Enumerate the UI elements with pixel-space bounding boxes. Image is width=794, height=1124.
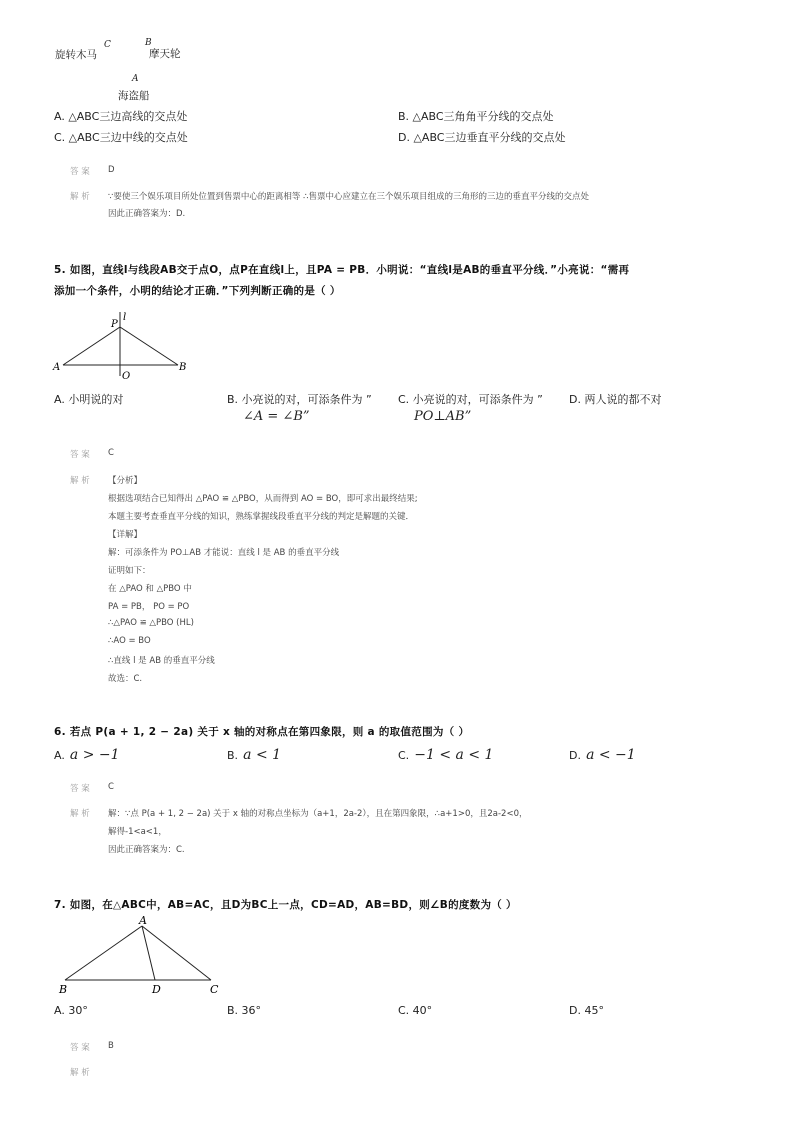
q4-figure-point-c: C xyxy=(104,40,111,50)
q5-analysis-label: 解 析 xyxy=(70,476,90,486)
q5-analysis-line: 【分析】 xyxy=(108,476,143,486)
q6-stem: 6. 若点 P(a + 1, 2 − 2a) 关于 x 轴的对称点在第四象限，则 a 的取值范围为（ ） xyxy=(54,726,470,738)
q6-analysis-label: 解 析 xyxy=(70,809,90,819)
q5-figure xyxy=(50,310,200,385)
q5-analysis-line: 在 △PAO 和 △PBO 中 xyxy=(108,584,192,594)
q5-stem-line-2: 添加一个条件，小明的结论才正确．”下列判断正确的是（ ） xyxy=(54,285,341,297)
q4-option-c[interactable]: C. △ABC三边中线的交点处 xyxy=(54,131,188,144)
q4-figure-bottom-label: 海盗船 xyxy=(118,90,150,102)
q5-analysis-line: 证明如下： xyxy=(108,566,151,576)
q7-answer-value: B xyxy=(108,1041,114,1051)
q5-option-b-math: ∠A = ∠B” xyxy=(243,409,310,424)
q7-segment-ac xyxy=(142,926,211,980)
q6-option-c-math: −1 < a < 1 xyxy=(414,747,494,763)
q6-analysis-line: 因此正确答案为：C. xyxy=(108,845,185,855)
q6-analysis-line: 解得-1<a<1， xyxy=(108,827,167,837)
q4-option-a[interactable]: A. △ABC三边高线的交点处 xyxy=(54,110,188,123)
q7-segment-ab xyxy=(65,926,142,980)
q4-answer-value: D xyxy=(108,165,115,175)
q7-option-a[interactable]: A. 30° xyxy=(54,1004,88,1017)
q5-option-c[interactable]: C. 小亮说的对，可添条件为 ” xyxy=(398,393,543,406)
q7-label-a: A xyxy=(139,914,147,927)
q6-option-a-math: a > −1 xyxy=(69,747,120,763)
q5-analysis-line: 根据选项结合已知得出 △PAO ≌ △PBO，从而得到 AO = BO，即可求出最终结果; xyxy=(108,494,418,504)
q5-label-p: P xyxy=(111,319,118,330)
q7-option-b[interactable]: B. 36° xyxy=(227,1004,262,1017)
q6-option-d[interactable] xyxy=(569,744,636,763)
q7-label-c: C xyxy=(210,983,219,996)
q7-label-d: D xyxy=(152,983,161,996)
q5-analysis-line: ∴直线 l 是 AB 的垂直平分线 xyxy=(108,656,215,666)
q4-analysis-line: 因此正确答案为：D. xyxy=(108,209,186,219)
q5-analysis-line: ∴△PAO ≌ △PBO (HL) xyxy=(108,618,194,628)
q5-analysis-line: 本题主要考查垂直平分线的知识，熟练掌握线段垂直平分线的判定是解题的关键． xyxy=(108,512,415,522)
q4-option-b[interactable]: B. △ABC三角角平分线的交点处 xyxy=(398,110,554,123)
q7-analysis-label: 解 析 xyxy=(70,1068,90,1078)
q5-answer-label: 答 案 xyxy=(70,450,90,460)
q6-option-c[interactable] xyxy=(398,744,493,763)
q4-figure-right-label: 摩天轮 xyxy=(149,48,181,60)
q7-label-b: B xyxy=(59,983,68,996)
q6-answer-label: 答 案 xyxy=(70,784,90,794)
q4-analysis-label: 解 析 xyxy=(70,192,90,202)
q4-analysis-line: ∵要使三个娱乐项目所处位置到售票中心的距离相等 ∴售票中心应建立在三个娱乐项目组成的三角形的三边的垂直平分线的交点处 xyxy=(108,192,590,202)
q4-option-d[interactable]: D. △ABC三边垂直平分线的交点处 xyxy=(398,131,566,144)
q5-answer-value: C xyxy=(108,448,114,458)
q7-figure xyxy=(55,912,225,998)
q5-analysis-line: 故选：C. xyxy=(108,674,143,684)
q5-label-b: B xyxy=(179,362,187,373)
q5-segment-pa xyxy=(63,327,120,365)
q6-analysis-line: 解：∵点 P(a + 1, 2 − 2a) 关于 x 轴的对称点坐标为（a+1，2a-2），且在第四象限，∴a+1>0，且2a-2<0， xyxy=(108,809,528,819)
q5-analysis-line: ∴AO = BO xyxy=(108,636,151,646)
q6-answer-value: C xyxy=(108,782,114,792)
q4-figure-point-b: B xyxy=(145,38,152,48)
q5-option-b[interactable]: B. 小亮说的对，可添条件为 ” xyxy=(227,393,372,406)
q4-figure xyxy=(52,38,192,104)
q5-analysis-line: 解：可添条件为 PO⊥AB 才能说：直线 l 是 AB 的垂直平分线 xyxy=(108,548,340,558)
q5-option-d[interactable]: D. 两人说的都不对 xyxy=(569,393,662,406)
q7-answer-label: 答 案 xyxy=(70,1043,90,1053)
q6-option-b-math: a < 1 xyxy=(243,747,282,763)
q4-figure-left-label: 旋转木马 xyxy=(55,49,97,61)
q6-option-d-prefix: D. xyxy=(569,749,581,762)
q5-label-o: O xyxy=(122,371,131,382)
q6-option-d-math: a < −1 xyxy=(586,747,636,763)
q5-stem-line-1: 5. 如图，直线l与线段AB交于点O，点P在直线l上，且PA = PB．小明说：“直线l是AB的垂直平分线．”小亮说：“需再 xyxy=(54,264,630,276)
q5-segment-pb xyxy=(120,327,178,365)
q6-option-c-prefix: C. xyxy=(398,749,410,762)
q5-analysis-line: 【详解】 xyxy=(108,530,143,540)
q5-option-a[interactable]: A. 小明说的对 xyxy=(54,393,124,406)
q4-figure-point-a: A xyxy=(132,74,139,84)
q6-option-a[interactable] xyxy=(54,744,120,763)
q7-stem: 7. 如图，在△ABC中，AB=AC，且D为BC上一点，CD=AD，AB=BD，则∠B的度数为（ ） xyxy=(54,899,517,911)
q4-answer-label: 答 案 xyxy=(70,167,90,177)
q7-option-c[interactable]: C. 40° xyxy=(398,1004,433,1017)
q5-label-a: A xyxy=(53,362,61,373)
q6-option-b-prefix: B. xyxy=(227,749,239,762)
q5-label-l: l xyxy=(123,312,127,323)
q5-analysis-line: PA = PB， PO = PO xyxy=(108,602,190,612)
q7-option-d[interactable]: D. 45° xyxy=(569,1004,604,1017)
q6-option-a-prefix: A. xyxy=(54,749,65,762)
q6-option-b[interactable] xyxy=(227,744,281,763)
q5-option-c-math: PO⊥AB” xyxy=(414,409,472,424)
